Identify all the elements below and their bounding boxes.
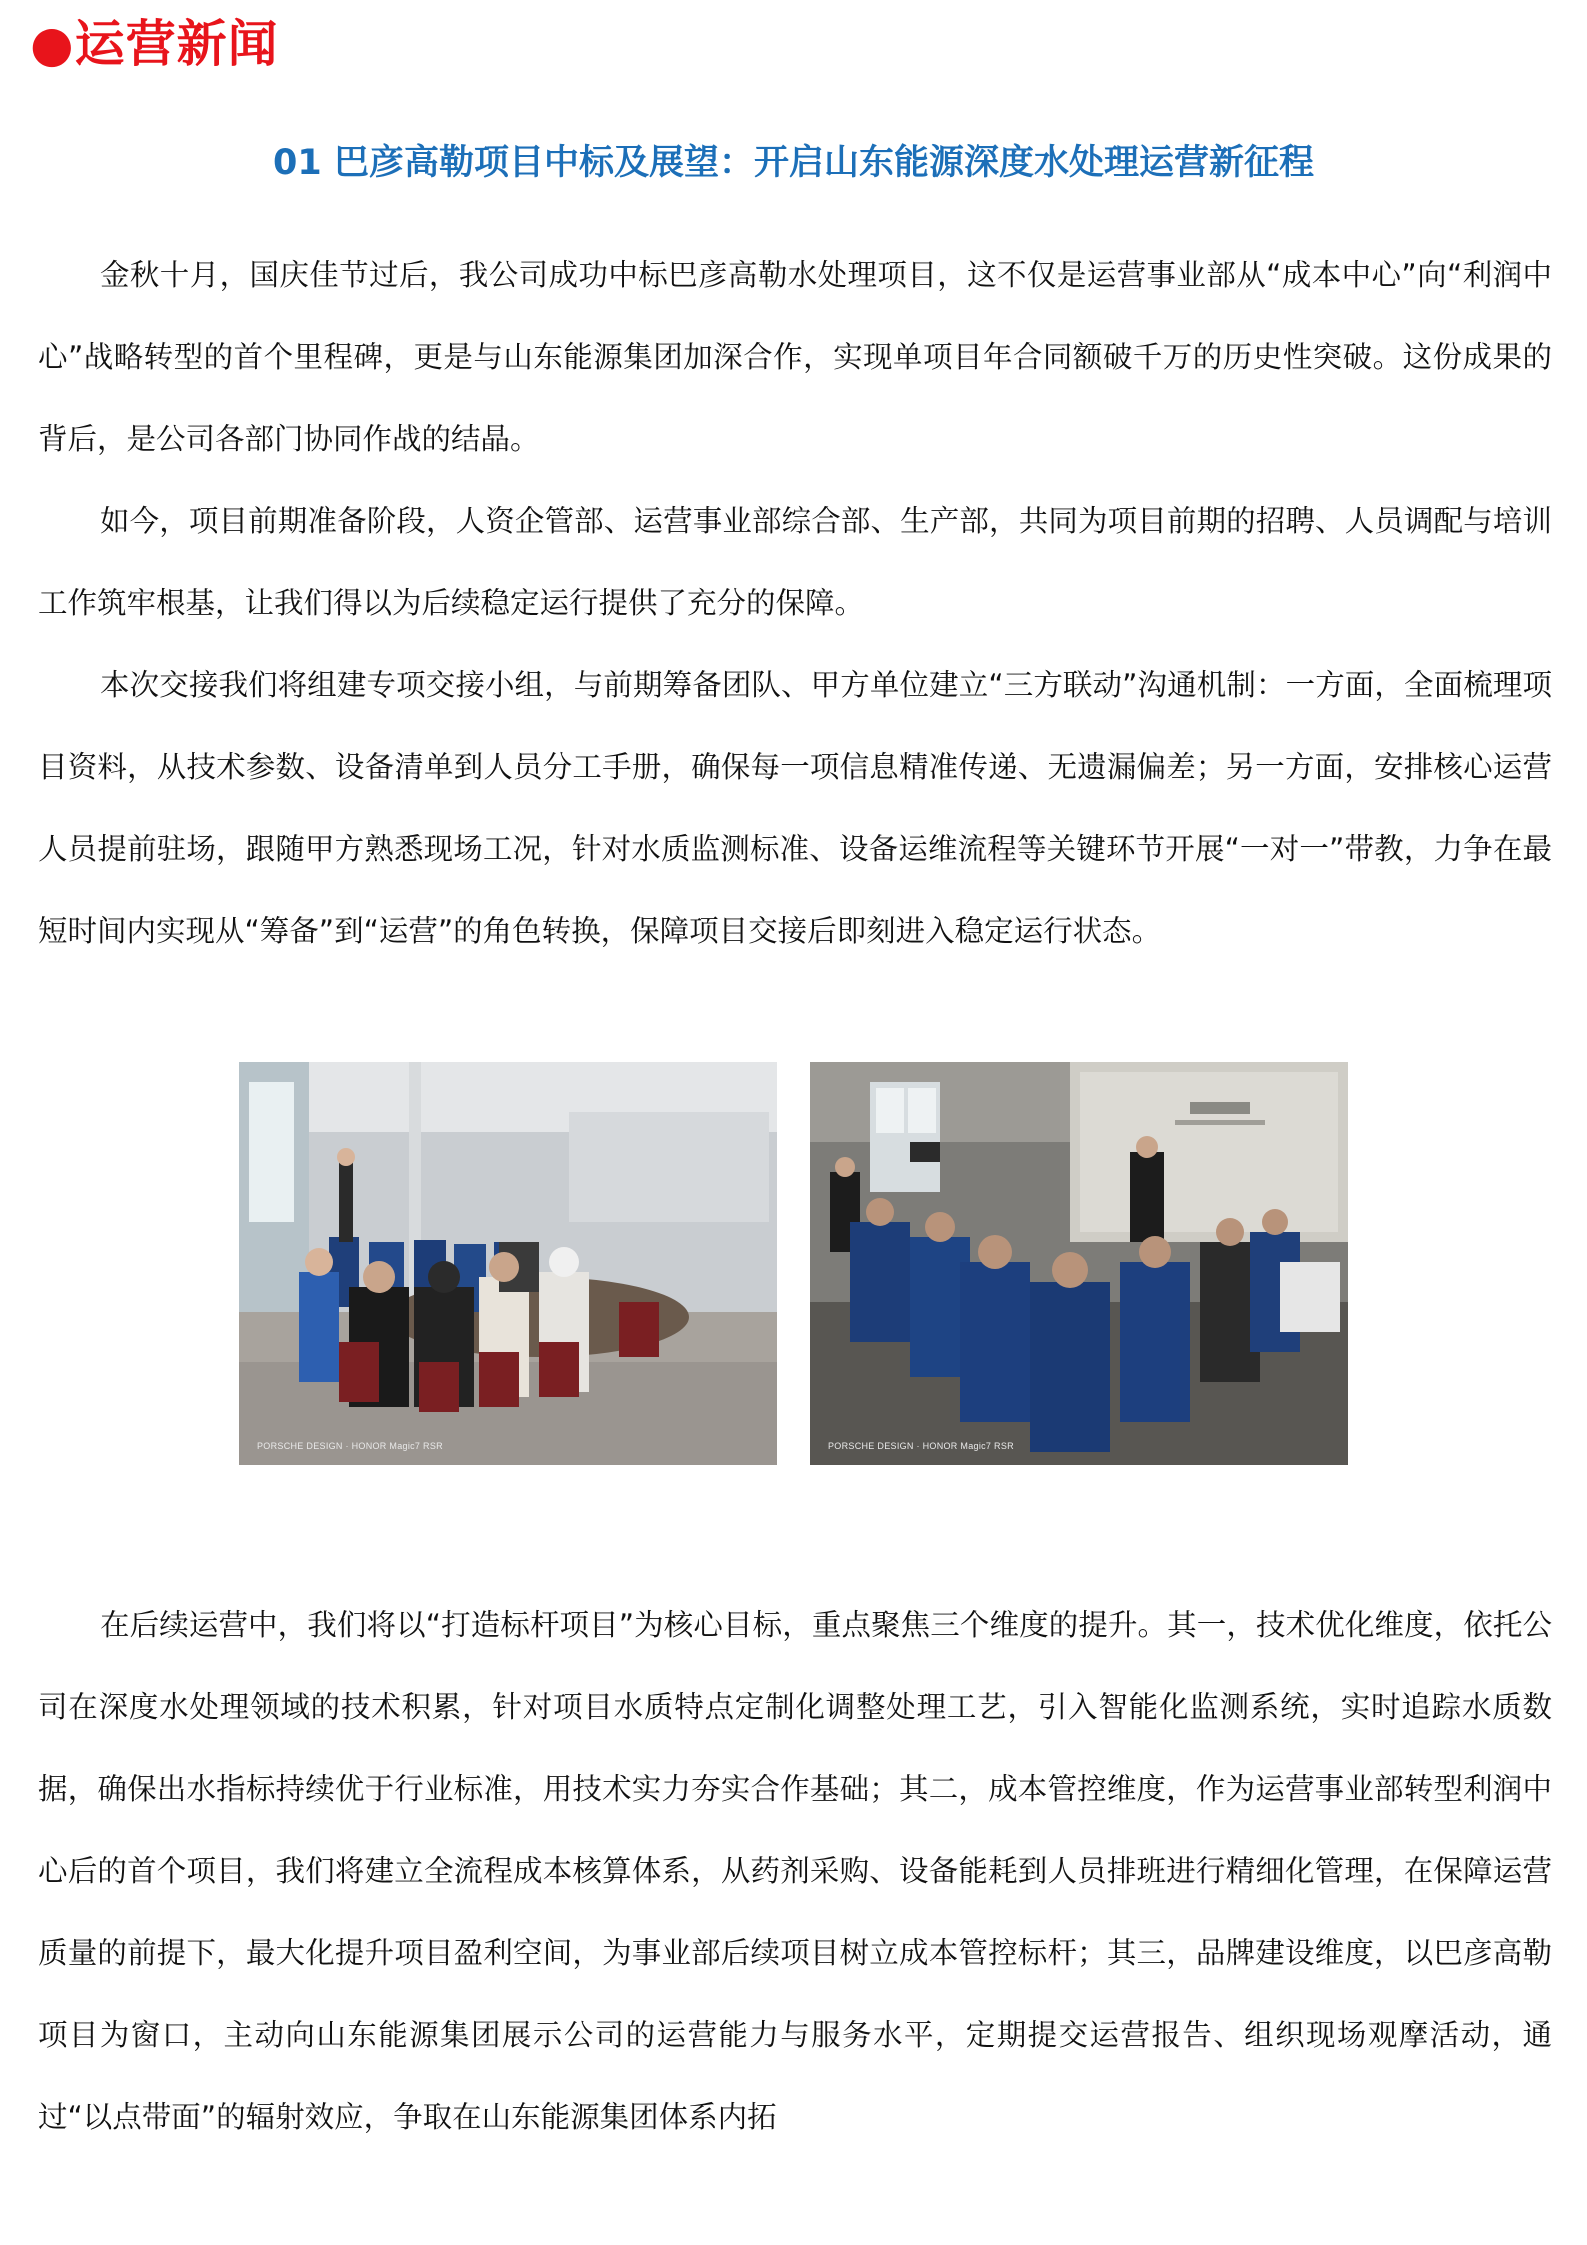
meeting-photo-right [810, 1062, 1348, 1465]
article-paragraph: 在后续运营中，我们将以“打造标杆项目”为核心目标，重点聚焦三个维度的提升。其一，技术优化维度，依托公司在深度水处理领域的技术积累，针对项目水质特点定制化调整处理工艺，引入智能化监测系统，实时追踪水质数据，确保出水指标持续优于行业标准，用技术实力夯实合作基础；其二，成本管控维度，作为运营事业部转型利润中心后的首个项目，我们将建立全流程成本核算体系，从药剂采购、设备能耗到人员排班进行精细化管理，在保障运营质量的前提下，最大化提升项目盈利空间，为事业部后续项目树立成本管控标杆；其三，品牌建设维度，以巴彦高勒项目为窗口，主动向山东能源集团展示公司的运营能力与服务水平，定期提交运营报告、组织现场观摩活动，通过“以点带面”的辐射效应，争取在山东能源集团体系内拓 [38, 1608, 1552, 2134]
article-paragraph: 如今，项目前期准备阶段，人资企管部、运营事业部综合部、生产部，共同为项目前期的招聘、人员调配与培训工作筑牢根基，让我们得以为后续稳定运行提供了充分的保障。 [38, 504, 1552, 620]
meeting-photo-left-image [239, 1062, 777, 1465]
section-title: ●运营新闻 [30, 15, 279, 73]
meeting-photo-left [239, 1062, 777, 1465]
photo-watermark: PORSCHE DESIGN · HONOR Magic7 RSR [257, 1441, 443, 1451]
meeting-photo-right-image [810, 1062, 1348, 1465]
article-title: 01 巴彦高勒项目中标及展望：开启山东能源深度水处理运营新征程 [273, 143, 1314, 183]
article-paragraph: 金秋十月，国庆佳节过后，我公司成功中标巴彦高勒水处理项目，这不仅是运营事业部从“成本中心”向“利润中心”战略转型的首个里程碑，更是与山东能源集团加深合作，实现单项目年合同额破千万的历史性突破。这份成果的背后，是公司各部门协同作战的结晶。 [38, 258, 1552, 456]
photo-watermark: PORSCHE DESIGN · HONOR Magic7 RSR [828, 1441, 1014, 1451]
article-paragraph: 本次交接我们将组建专项交接小组，与前期筹备团队、甲方单位建立“三方联动”沟通机制：一方面，全面梳理项目资料，从技术参数、设备清单到人员分工手册，确保每一项信息精准传递、无遗漏偏差；另一方面，安排核心运营人员提前驻场，跟随甲方熟悉现场工况，针对水质监测标准、设备运维流程等关键环节开展“一对一”带教，力争在最短时间内实现从“筹备”到“运营”的角色转换，保障项目交接后即刻进入稳定运行状态。 [38, 668, 1552, 948]
